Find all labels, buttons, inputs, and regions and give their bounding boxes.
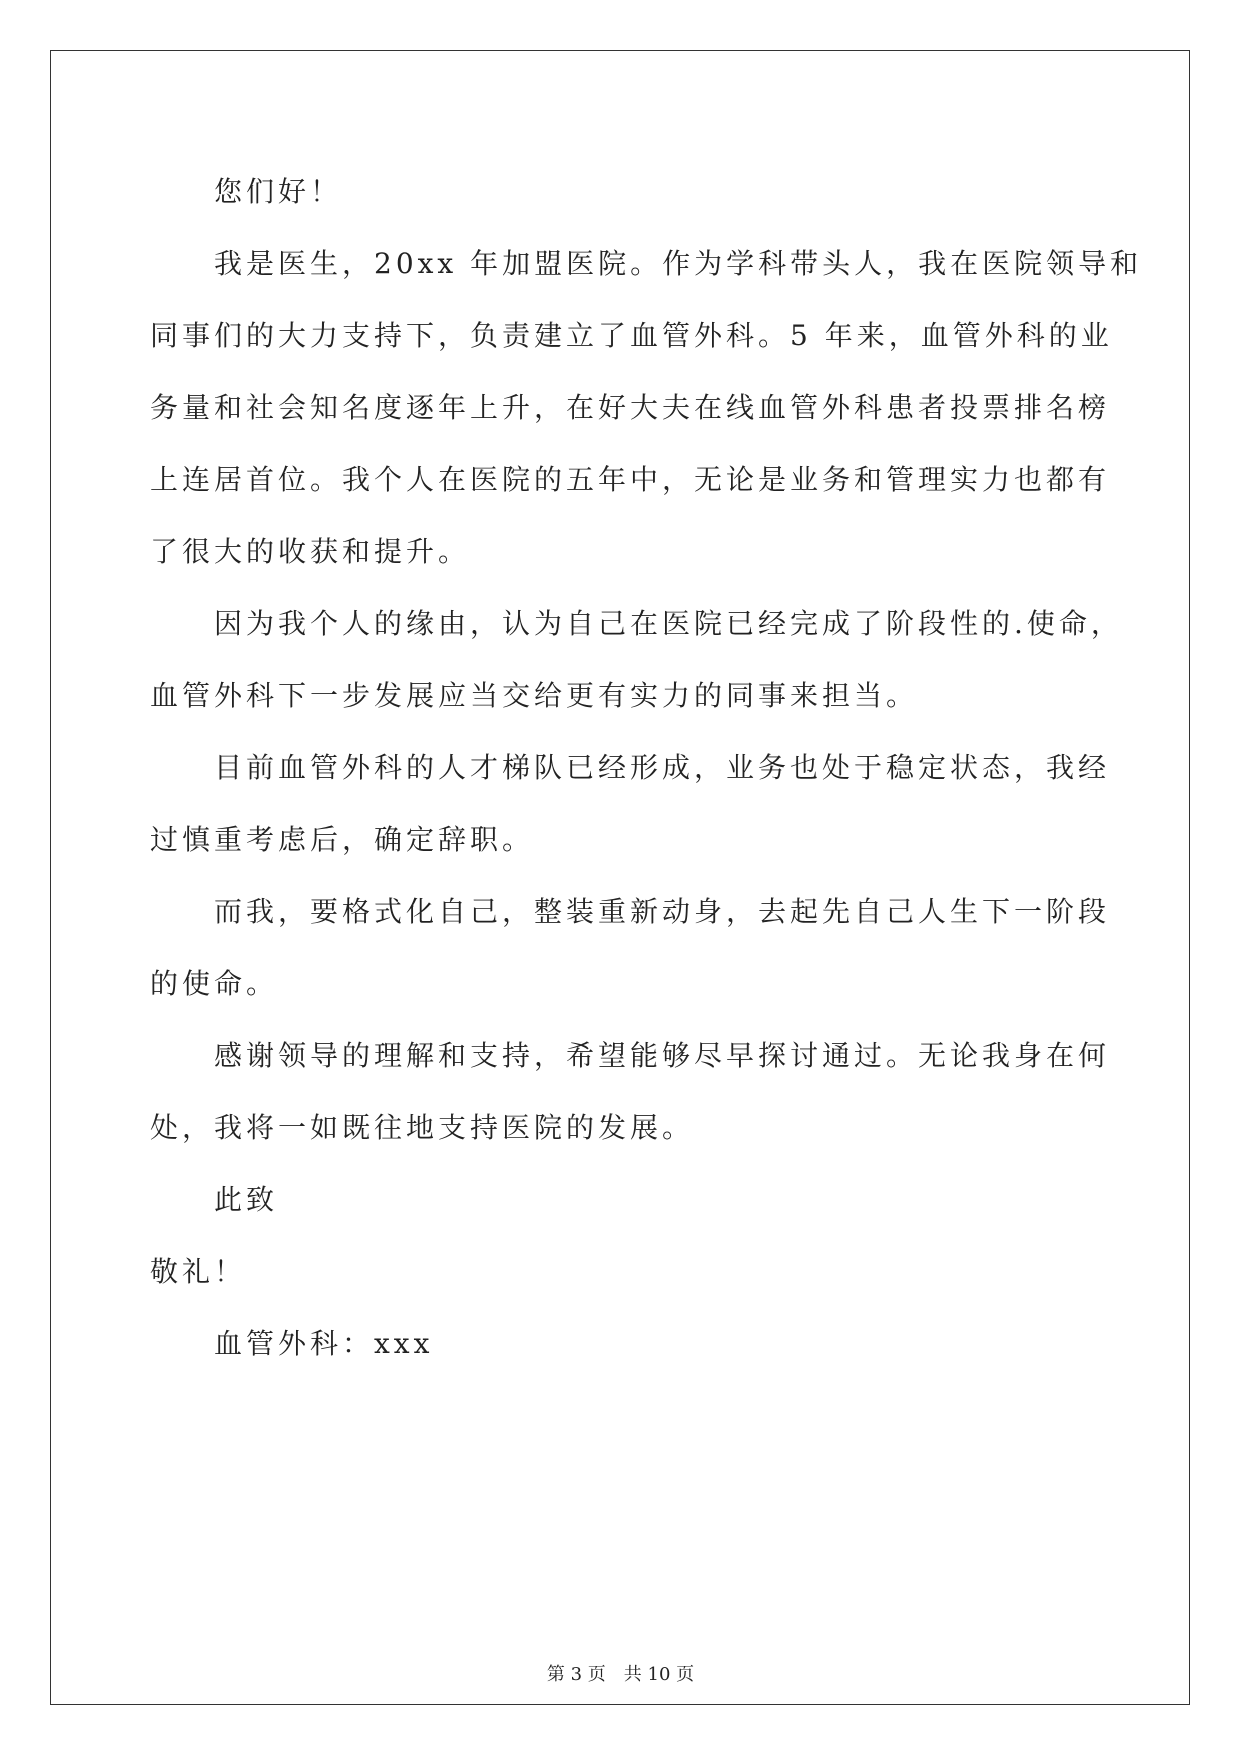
closing: 此致	[214, 1183, 279, 1216]
paragraph-1-line-3: 务量和社会知名度逐年上升，在好大夫在线血管外科患者投票排名榜	[150, 391, 1111, 424]
page-border	[50, 50, 1190, 1705]
paragraph-5-line-1: 感谢领导的理解和支持，希望能够尽早探讨通过。无论我身在何	[214, 1039, 1111, 1072]
page-total: 共 10 页	[623, 1664, 695, 1685]
greeting: 您们好！	[214, 175, 343, 208]
signature: 血管外科：xxx	[214, 1327, 434, 1360]
paragraph-2-line-1: 因为我个人的缘由，认为自己在医院已经完成了阶段性的.使命，	[214, 607, 1123, 640]
paragraph-1-line-1: 我是医生，20xx 年加盟医院。作为学科带头人，我在医院领导和	[214, 247, 1143, 280]
paragraph-3-line-1: 目前血管外科的人才梯队已经形成，业务也处于稳定状态，我经	[214, 751, 1111, 784]
paragraph-1-line-4: 上连居首位。我个人在医院的五年中，无论是业务和管理实力也都有	[150, 463, 1111, 496]
paragraph-3-line-2: 过慎重考虑后，确定辞职。	[150, 823, 535, 856]
paragraph-4-line-2: 的使命。	[150, 967, 279, 1000]
paragraph-1-line-2: 同事们的大力支持下，负责建立了血管外科。5 年来，血管外科的业	[150, 319, 1113, 352]
page-footer	[0, 1660, 1241, 1686]
page-number: 第 3 页	[546, 1664, 606, 1685]
paragraph-4-line-1: 而我，要格式化自己，整装重新动身，去起先自己人生下一阶段	[214, 895, 1111, 928]
paragraph-1-line-5: 了很大的收获和提升。	[150, 535, 471, 568]
paragraph-5-line-2: 处，我将一如既往地支持医院的发展。	[150, 1111, 695, 1144]
paragraph-2-line-2: 血管外科下一步发展应当交给更有实力的同事来担当。	[150, 679, 919, 712]
salute: 敬礼！	[150, 1255, 247, 1288]
